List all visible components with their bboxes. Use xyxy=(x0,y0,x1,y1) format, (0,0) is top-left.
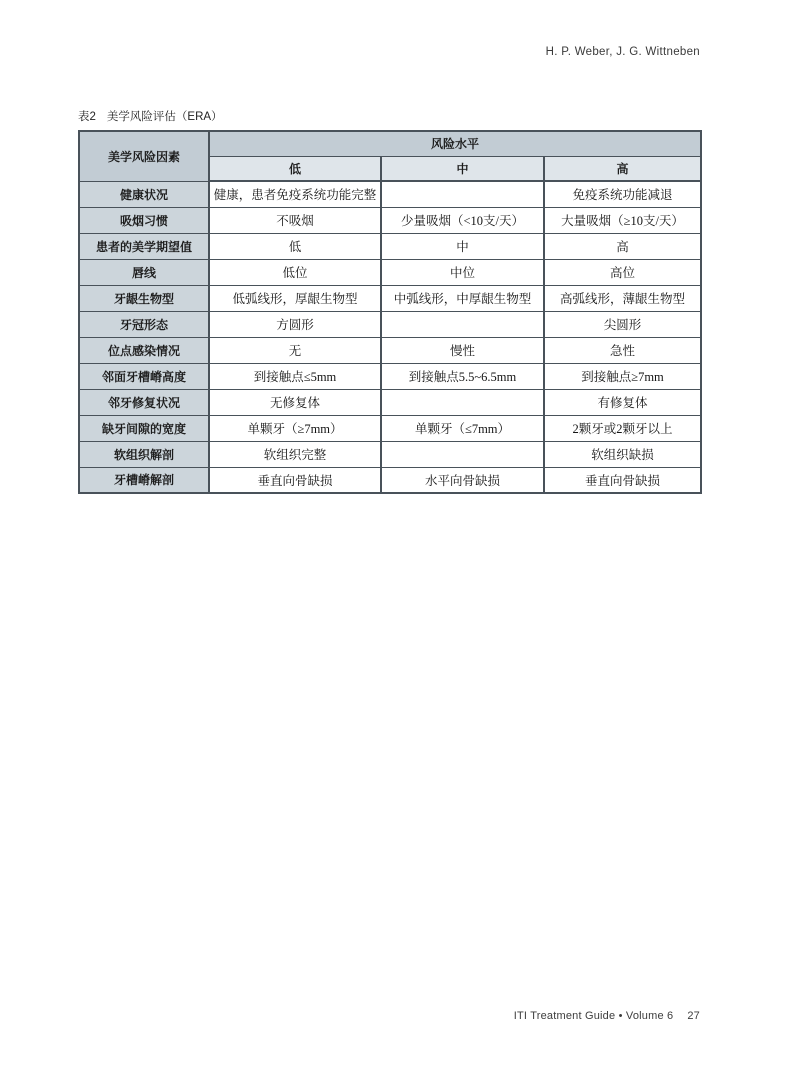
data-cell: 软组织完整 xyxy=(209,441,381,467)
table-caption-label: 表2 xyxy=(78,111,96,123)
author-line: H. P. Weber, J. G. Wittneben xyxy=(545,46,700,58)
row-label-cell: 牙槽嵴解剖 xyxy=(79,467,209,493)
row-label-cell: 唇线 xyxy=(79,259,209,285)
data-cell: 单颗牙（≥7mm） xyxy=(209,415,381,441)
era-table xyxy=(78,130,702,494)
table-row xyxy=(79,285,701,311)
table-row xyxy=(79,311,701,337)
data-cell: 中位 xyxy=(381,259,544,285)
data-cell: 中 xyxy=(381,233,544,259)
data-cell: 健康，患者免疫系统功能完整 xyxy=(209,181,381,207)
table-row xyxy=(79,207,701,233)
data-cell: 垂直向骨缺损 xyxy=(544,467,701,493)
table-row xyxy=(79,415,701,441)
table-row xyxy=(79,441,701,467)
data-cell: 到接触点≥7mm xyxy=(544,363,701,389)
data-cell: 少量吸烟（<10支/天） xyxy=(381,207,544,233)
data-cell: 水平向骨缺损 xyxy=(381,467,544,493)
data-cell: 低 xyxy=(209,233,381,259)
data-cell xyxy=(381,389,544,415)
row-label-cell: 健康状况 xyxy=(79,181,209,207)
data-cell: 无 xyxy=(209,337,381,363)
row-label-cell: 患者的美学期望值 xyxy=(79,233,209,259)
table-caption xyxy=(78,108,223,124)
data-cell: 高位 xyxy=(544,259,701,285)
data-cell xyxy=(381,441,544,467)
data-cell: 低位 xyxy=(209,259,381,285)
data-cell: 2颗牙或2颗牙以上 xyxy=(544,415,701,441)
row-label-cell: 牙冠形态 xyxy=(79,311,209,337)
data-cell: 软组织缺损 xyxy=(544,441,701,467)
table-row xyxy=(79,363,701,389)
row-label-cell: 位点感染情况 xyxy=(79,337,209,363)
data-cell: 低弧线形，厚龈生物型 xyxy=(209,285,381,311)
data-cell: 大量吸烟（≥10支/天） xyxy=(544,207,701,233)
footer-text: ITI Treatment Guide • Volume 6 xyxy=(513,1010,674,1022)
table-row xyxy=(79,259,701,285)
row-label-cell: 吸烟习惯 xyxy=(79,207,209,233)
data-cell: 到接触点5.5~6.5mm xyxy=(381,363,544,389)
table-row xyxy=(79,389,701,415)
corner-header-cell: 美学风险因素 xyxy=(79,131,209,181)
table-row xyxy=(79,233,701,259)
level-header-high: 高 xyxy=(544,156,701,181)
page-number: 27 xyxy=(687,1010,700,1022)
data-cell: 尖圆形 xyxy=(544,311,701,337)
data-cell: 到接触点≤5mm xyxy=(209,363,381,389)
row-label-cell: 软组织解剖 xyxy=(79,441,209,467)
table-row xyxy=(79,467,701,493)
data-cell: 无修复体 xyxy=(209,389,381,415)
row-label-cell: 邻面牙槽嵴高度 xyxy=(79,363,209,389)
row-label-cell: 邻牙修复状况 xyxy=(79,389,209,415)
data-cell: 单颗牙（≤7mm） xyxy=(381,415,544,441)
data-cell xyxy=(381,181,544,207)
table-row xyxy=(79,181,701,207)
data-cell: 中弧线形，中厚龈生物型 xyxy=(381,285,544,311)
table-header-group-row xyxy=(79,131,701,156)
footer xyxy=(514,1010,700,1022)
row-label-cell: 缺牙间隙的宽度 xyxy=(79,415,209,441)
data-cell: 高弧线形，薄龈生物型 xyxy=(544,285,701,311)
row-label-cell: 牙龈生物型 xyxy=(79,285,209,311)
table-caption-title: 美学风险评估（ERA） xyxy=(106,111,223,123)
data-cell: 免疫系统功能减退 xyxy=(544,181,701,207)
table-row xyxy=(79,337,701,363)
level-header-low: 低 xyxy=(209,156,381,181)
level-header-medium: 中 xyxy=(381,156,544,181)
data-cell: 高 xyxy=(544,233,701,259)
data-cell xyxy=(381,311,544,337)
data-cell: 方圆形 xyxy=(209,311,381,337)
data-cell: 不吸烟 xyxy=(209,207,381,233)
data-cell: 有修复体 xyxy=(544,389,701,415)
group-header-cell: 风险水平 xyxy=(209,131,701,156)
data-cell: 急性 xyxy=(544,337,701,363)
data-cell: 慢性 xyxy=(381,337,544,363)
data-cell: 垂直向骨缺损 xyxy=(209,467,381,493)
